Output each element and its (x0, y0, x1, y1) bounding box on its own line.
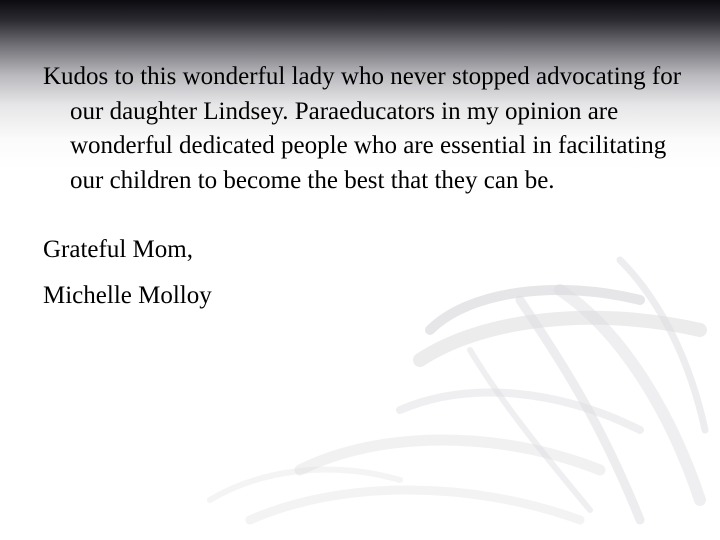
closing-line: Grateful Mom, (43, 236, 193, 263)
tribute-paragraph: Kudos to this wonderful lady who never stopped advocating for our daughter Lindsey. Paraeducators in my opinion are wonderful dedicated people who are essential in facilitating our children to become the best that they can be. (43, 63, 682, 194)
signature-name: Michelle Molloy (43, 281, 212, 309)
slide-content (43, 60, 703, 313)
